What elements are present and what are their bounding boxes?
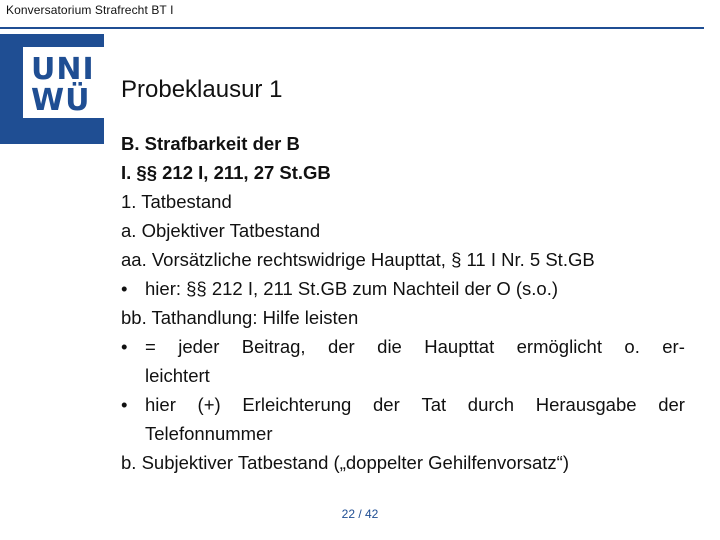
- word: hier: [145, 394, 176, 415]
- slide-title: Probeklausur 1: [121, 76, 283, 103]
- content-line: 1. Tatbestand: [121, 191, 232, 212]
- header-divider: [0, 27, 704, 29]
- header-title: Konversatorium Strafrecht BT I: [6, 3, 174, 17]
- content-line: bb. Tathandlung: Hilfe leisten: [121, 307, 359, 328]
- content-line: b. Subjektiver Tatbestand („doppelter Gehilfenvorsatz“): [121, 452, 570, 473]
- page-number: 22 / 42: [341, 507, 379, 521]
- word: Tat: [421, 394, 447, 415]
- word: der: [327, 336, 355, 357]
- word: (+): [197, 394, 221, 415]
- bullet-text: hier: §§ 212 I, 211 St.GB zum Nachteil der O (s.o.): [145, 278, 559, 299]
- bullet-item: [121, 274, 685, 303]
- slide-content: [121, 129, 685, 477]
- bullet-text-continuation: leichtert: [145, 365, 210, 386]
- word: der: [373, 394, 400, 415]
- word: Haupttat: [424, 336, 495, 357]
- bullet-text-justified: [145, 332, 685, 361]
- content-line: I. §§ 212 I, 211, 27 St.GB: [121, 162, 331, 183]
- content-line: a. Objektiver Tatbestand: [121, 220, 321, 241]
- word: Erleichterung: [242, 394, 352, 415]
- word: durch: [467, 394, 515, 415]
- word: Herausgabe: [535, 394, 637, 415]
- bullet-item: [121, 332, 685, 390]
- word: o.: [624, 336, 640, 357]
- bullet-icon: •: [121, 394, 128, 415]
- content-line: aa. Vorsätzliche rechtswidrige Haupttat, § 11 I Nr. 5 St.GB: [121, 249, 595, 270]
- word: der: [658, 394, 685, 415]
- bullet-item: [121, 390, 685, 448]
- word: Beitrag,: [241, 336, 306, 357]
- bullet-icon: •: [121, 278, 128, 299]
- logo-text-line2: WÜ: [31, 83, 91, 118]
- content-line: B. Strafbarkeit der B: [121, 133, 300, 154]
- word: die: [377, 336, 402, 357]
- logo-text-line1: UNI: [31, 52, 95, 87]
- bullet-text-continuation: Telefonnummer: [145, 423, 273, 444]
- bullet-text-justified: [145, 390, 685, 419]
- word: er-: [662, 336, 685, 357]
- bullet-icon: •: [121, 336, 128, 357]
- word: =: [145, 336, 156, 357]
- word: ermöglicht: [516, 336, 602, 357]
- word: jeder: [178, 336, 220, 357]
